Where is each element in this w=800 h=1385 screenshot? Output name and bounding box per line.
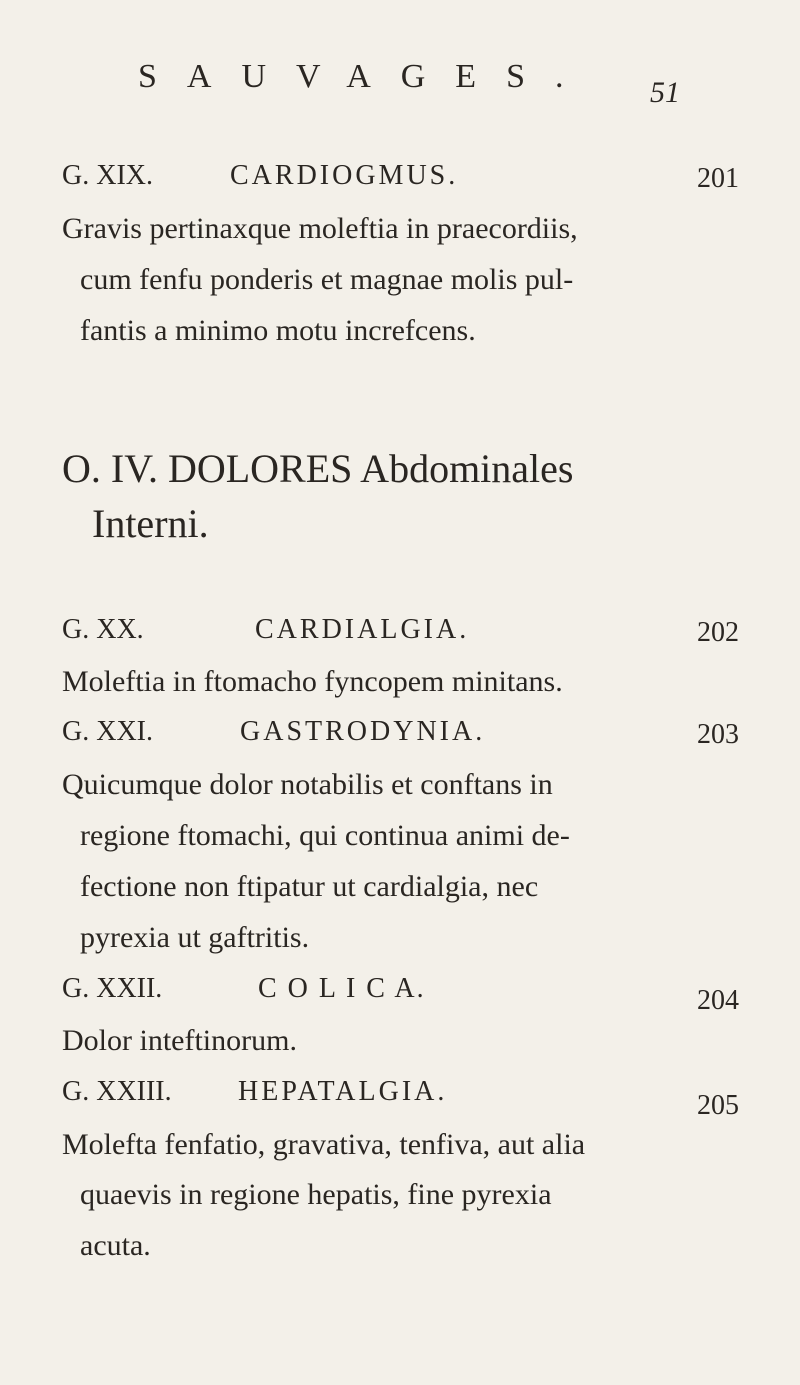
text-line: cum fenfu ponderis et magnae molis pul- xyxy=(80,263,574,296)
section-number: 201 xyxy=(697,163,739,194)
genus-number: G. XXI. xyxy=(62,716,153,747)
section-number: 202 xyxy=(697,617,739,648)
genus-number: G. XX. xyxy=(62,614,144,645)
section-number: 205 xyxy=(697,1090,739,1121)
running-title: SAUVAGES. xyxy=(138,58,594,95)
text-line: Dolor inteftinorum. xyxy=(62,1024,297,1057)
page-number: 51 xyxy=(650,76,680,109)
genus-number: G. XIX. xyxy=(62,160,153,191)
order-heading-cont: Interni. xyxy=(92,501,209,546)
text-line: Molefta fenfatio, gravativa, tenfiva, aut alia xyxy=(62,1128,586,1161)
genus-name: GASTRODYNIA. xyxy=(240,716,486,747)
order-heading: O. IV. DOLORES Abdominales xyxy=(62,446,574,491)
text-line: regione ftomachi, qui continua animi de- xyxy=(80,819,570,852)
section-number: 203 xyxy=(697,719,739,750)
genus-number: G. XXII. xyxy=(62,973,163,1004)
text-line: pyrexia ut gaftritis. xyxy=(80,921,310,954)
genus-name: CARDIOGMUS. xyxy=(230,160,459,191)
genus-number: G. XXIII. xyxy=(62,1076,172,1107)
text-line: fectione non ftipatur ut cardialgia, nec xyxy=(80,870,539,903)
text-line: Quicumque dolor notabilis et conftans in xyxy=(62,768,553,801)
genus-name: HEPATALGIA. xyxy=(238,1076,448,1107)
text-line: Gravis pertinaxque moleftia in praecordiis, xyxy=(62,212,578,245)
text-line: Moleftia in ftomacho fyncopem minitans. xyxy=(62,665,563,698)
genus-name: C O L I C A. xyxy=(258,973,426,1004)
genus-name: CARDIALGIA. xyxy=(255,614,470,645)
text-line: acuta. xyxy=(80,1229,151,1262)
text-line: quaevis in regione hepatis, fine pyrexia xyxy=(80,1178,552,1211)
text-line: fantis a minimo motu increfcens. xyxy=(80,314,476,347)
section-number: 204 xyxy=(697,985,739,1016)
